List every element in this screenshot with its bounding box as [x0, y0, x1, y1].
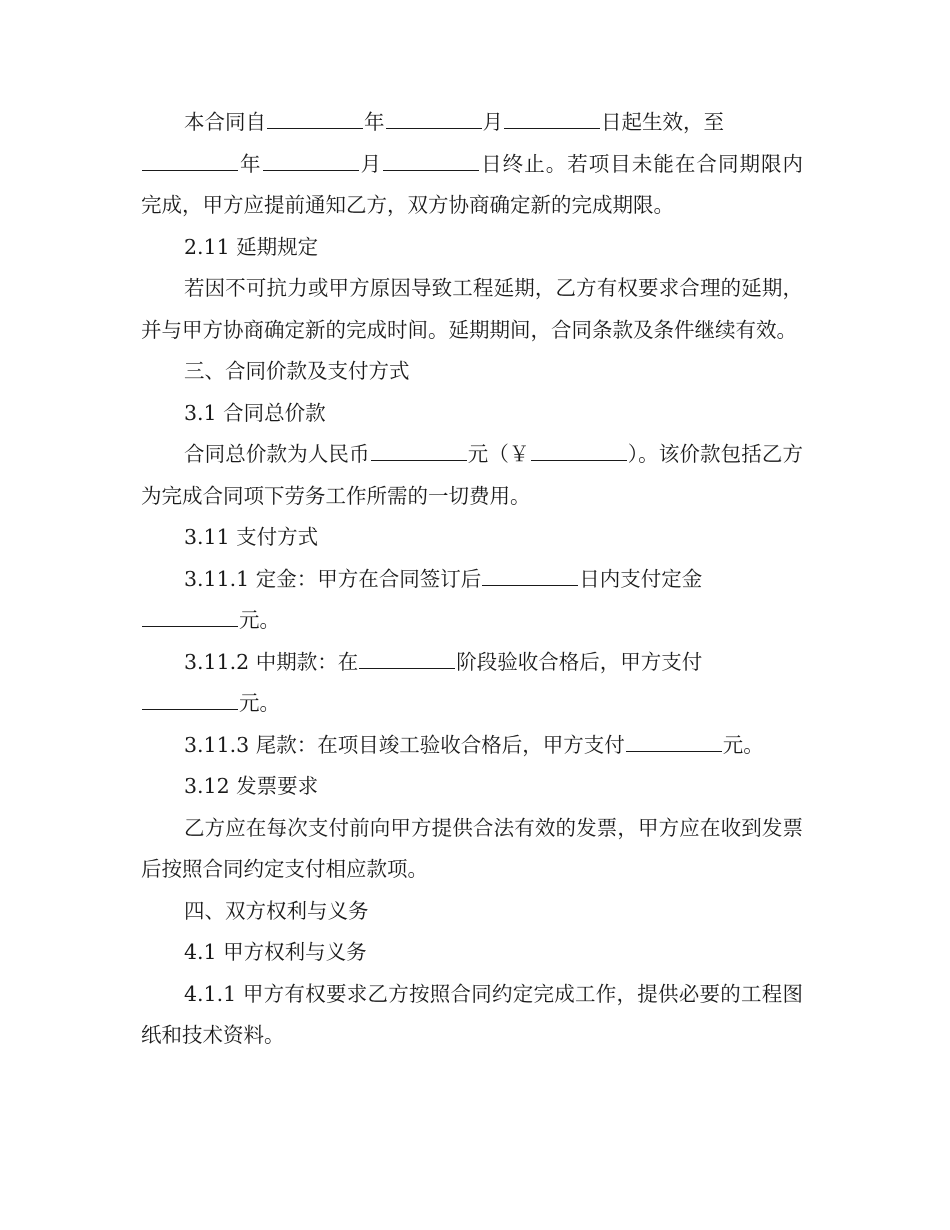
paragraph-text: 月	[359, 151, 383, 176]
paragraph-text: 3.11.1 定金：甲方在合同签订后	[184, 566, 482, 591]
paragraph	[141, 600, 803, 642]
paragraph-text: 乙方应在每次支付前向甲方提供合法有效的发票，甲方应在收到发票后按照合同约定支付相应款项。	[141, 815, 803, 881]
paragraph-text: 3.1 合同总价款	[184, 400, 326, 425]
fill-in-blank[interactable]	[482, 565, 578, 585]
paragraph-text: 年	[239, 151, 262, 176]
paragraph-text: 3.11.3 尾款：在项目竣工验收合格后，甲方支付	[184, 732, 625, 757]
paragraph	[141, 642, 803, 684]
fill-in-blank[interactable]	[504, 109, 600, 129]
fill-in-blank[interactable]	[142, 150, 238, 170]
paragraph-text: 日起生效，至	[601, 110, 724, 134]
paragraph	[141, 808, 803, 891]
paragraph-text: 元（￥	[467, 442, 530, 466]
paragraph-text: 日内支付定金	[579, 566, 703, 591]
paragraph	[141, 268, 803, 351]
paragraph	[141, 891, 803, 933]
fill-in-blank[interactable]	[142, 690, 238, 710]
paragraph	[141, 227, 803, 269]
paragraph-text: 4.1 甲方权利与义务	[184, 940, 367, 964]
paragraph-text: 3.11.2 中期款：在	[184, 649, 359, 674]
fill-in-blank[interactable]	[626, 731, 722, 751]
paragraph-text: 3.12 发票要求	[184, 774, 319, 798]
paragraph	[141, 559, 803, 601]
paragraph-text: 阶段验收合格后，甲方支付	[456, 649, 703, 674]
paragraph-text: 元。	[722, 732, 764, 757]
paragraph-text: 本合同自	[184, 110, 266, 134]
paragraph-text: 四、双方权利与义务	[184, 898, 369, 923]
paragraph-text: 合同总价款为人民币	[184, 442, 370, 466]
paragraph	[141, 932, 803, 974]
paragraph-text: 元。	[239, 608, 280, 632]
paragraph-text: 年	[364, 110, 385, 134]
fill-in-blank[interactable]	[371, 441, 467, 461]
paragraph-text: ）。该价款包括乙方为完成合同项下劳务工作所需的一切费用。	[141, 442, 803, 508]
paragraph-text: 2.11 延期规定	[184, 234, 319, 259]
paragraph-text: 若因不可抗力或甲方原因导致工程延期，乙方有权要求合理的延期，并与甲方协商确定新的完成时间。延期期间，合同条款及条件继续有效。	[141, 276, 803, 342]
fill-in-blank[interactable]	[267, 109, 363, 129]
fill-in-blank[interactable]	[383, 150, 479, 170]
fill-in-blank[interactable]	[263, 150, 359, 170]
paragraph-text: 三、合同价款及支付方式	[184, 359, 410, 383]
paragraph-text: 3.11 支付方式	[184, 525, 319, 549]
paragraph	[141, 974, 803, 1057]
paragraph	[141, 434, 803, 517]
paragraph	[141, 517, 803, 559]
paragraph-text: 日终止。若项目未能在合同期限内完成，甲方应提前通知乙方，双方协商确定新的完成期限。	[141, 151, 804, 217]
paragraph-text: 4.1.1 甲方有权要求乙方按照合同约定完成工作，提供必要的工程图纸和技术资料。	[141, 981, 803, 1047]
fill-in-blank[interactable]	[531, 441, 627, 461]
paragraph	[141, 766, 803, 808]
fill-in-blank[interactable]	[386, 109, 482, 129]
paragraph	[141, 725, 803, 767]
paragraph-text: 月	[482, 110, 503, 134]
document-body	[141, 102, 803, 1057]
paragraph	[141, 683, 803, 725]
paragraph	[141, 393, 803, 435]
paragraph-text: 元。	[239, 691, 280, 715]
fill-in-blank[interactable]	[142, 607, 238, 627]
paragraph	[141, 102, 803, 144]
fill-in-blank[interactable]	[359, 648, 455, 668]
paragraph	[141, 144, 803, 227]
paragraph	[141, 351, 803, 393]
